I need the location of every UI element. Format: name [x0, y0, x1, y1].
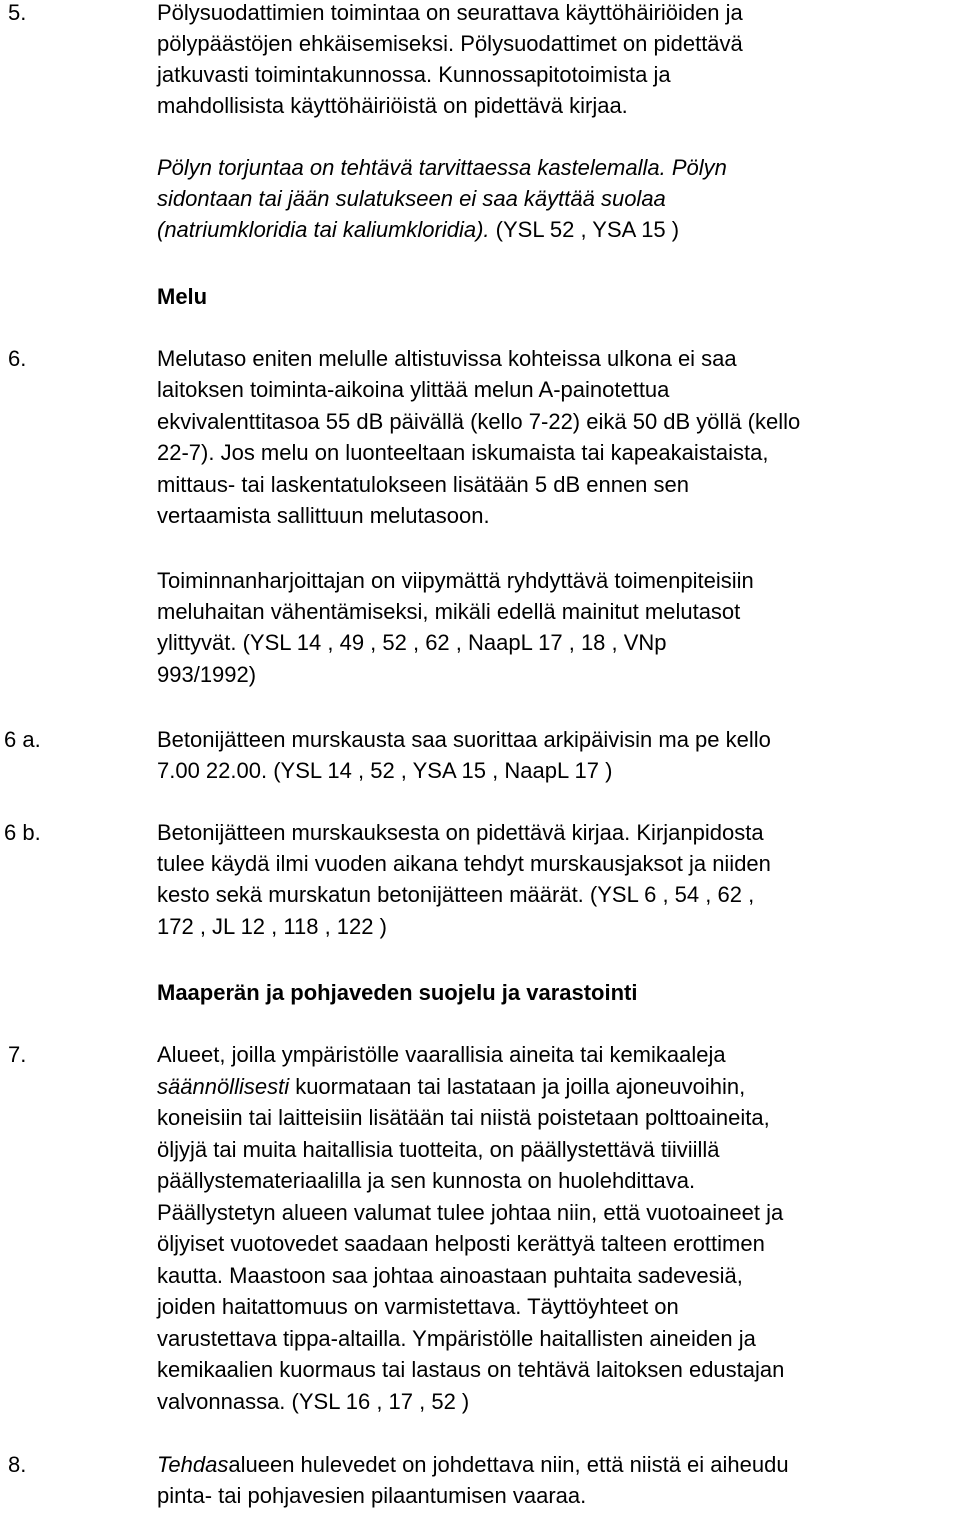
- item-7-line-3: koneisiin tai laitteisiin lisätään tai niistä poistetaan polttoaineita,: [157, 1105, 770, 1130]
- item-6-line-1: Melutaso eniten melulle altistuvissa kohteissa ulkona ei saa: [157, 346, 737, 371]
- item-7-line-1: Alueet, joilla ympäristölle vaarallisia aineita tai kemikaaleja: [157, 1042, 726, 1067]
- item-7-line-2-rest: kuormataan tai lastataan ja joilla ajoneuvoihin,: [289, 1074, 746, 1099]
- item-7-line-8: kautta. Maastoon saa johtaa ainoastaan puhtaita sadevesiä,: [157, 1263, 743, 1288]
- item-6-para2-line-2: meluhaitan vähentämiseksi, mikäli edellä mainitut melutasot: [157, 599, 741, 624]
- item-8-line-1: [157, 1452, 789, 1478]
- item-7-line-10: varustettava tippa-altailla. Ympäristölle haitallisten aineiden ja: [157, 1326, 756, 1351]
- item-6a-line-1: Betonijätteen murskausta saa suorittaa arkipäivisin ma pe kello: [157, 727, 771, 752]
- item-6b-line-4: 172 , JL 12 , 118 , 122 ): [157, 914, 387, 939]
- item-8-italic-word: Tehdas: [157, 1452, 229, 1477]
- item-6-line-2: laitoksen toiminta-aikoina ylittää melun A-painotettua: [157, 377, 670, 402]
- item-8-line-2: pinta- tai pohjavesien pilaantumisen vaaraa.: [157, 1483, 587, 1508]
- item-7-line-5: päällystemateriaalilla ja sen kunnosta on huolehdittava.: [157, 1168, 696, 1193]
- item-6b-line-3: kesto sekä murskatun betonijätteen määrät. (YSL 6 , 54 , 62 ,: [157, 882, 755, 907]
- item-6b-line-2: tulee käydä ilmi vuoden aikana tehdyt murskausjaksot ja niiden: [157, 851, 771, 876]
- item-6-para2-line-3: ylittyvät. (YSL 14 , 49 , 52 , 62 , NaapL 17 , 18 , VNp: [157, 630, 667, 655]
- item-6-para2-line-1: Toiminnanharjoittajan on viipymättä ryhdyttävä toimenpiteisiin: [157, 568, 754, 593]
- item-5-line-2: pölypäästöjen ehkäisemiseksi. Pölysuodattimet on pidettävä: [157, 31, 743, 56]
- item-7-line-12: valvonnassa. (YSL 16 , 17 , 52 ): [157, 1389, 470, 1414]
- item-6b-line-1: Betonijätteen murskauksesta on pidettävä kirjaa. Kirjanpidosta: [157, 820, 764, 845]
- item-6a-line-2: 7.00 22.00. (YSL 14 , 52 , YSA 15 , NaapL 17 ): [157, 758, 613, 783]
- item-number-6a: 6 a.: [4, 727, 41, 752]
- item-7-line-7: öljyiset vuotovedet saadaan helposti kerättyä talteen erottimen: [157, 1231, 765, 1256]
- item-number-8: 8.: [8, 1452, 27, 1477]
- item-5-mixed-ref: (YSL 52 , YSA 15 ): [489, 217, 680, 242]
- item-5-italic-line-2: sidontaan tai jään sulatukseen ei saa käyttää suolaa: [157, 186, 666, 211]
- item-8-line-1-rest: alueen hulevedet on johdettava niin, että niistä ei aiheudu: [228, 1452, 789, 1477]
- item-number-7: 7.: [8, 1042, 27, 1067]
- item-5-line-3: jatkuvasti toimintakunnossa. Kunnossapitotoimista ja: [157, 62, 671, 87]
- item-number-5: 5.: [8, 0, 27, 25]
- item-7-italic-word: säännöllisesti: [157, 1074, 290, 1099]
- item-6-line-5: mittaus- tai laskentatulokseen lisätään 5 dB ennen sen: [157, 472, 689, 497]
- item-5-mixed-italic: (natriumkloridia tai kaliumkloridia).: [157, 217, 490, 242]
- item-5-line-4: mahdollisista käyttöhäiriöistä on pidettävä kirjaa.: [157, 93, 628, 118]
- item-7-line-2: [157, 1074, 745, 1100]
- heading-maapera: Maaperän ja pohjaveden suojelu ja varastointi: [157, 980, 638, 1005]
- item-6-line-3: ekvivalenttitasoa 55 dB päivällä (kello 7-22) eikä 50 dB yöllä (kello: [157, 409, 801, 434]
- item-7-line-9: joiden haitattomuus on varmistettava. Täyttöyhteet on: [157, 1294, 679, 1319]
- item-5-line-1: Pölysuodattimien toimintaa on seurattava käyttöhäiriöiden ja: [157, 0, 743, 25]
- item-6-line-4: 22-7). Jos melu on luonteeltaan iskumaista tai kapeakaistaista,: [157, 440, 769, 465]
- heading-melu: Melu: [157, 284, 208, 309]
- item-number-6b: 6 b.: [4, 820, 41, 845]
- item-6-para2-line-4: 993/1992): [157, 662, 257, 687]
- item-7-line-4: öljyjä tai muita haitallisia tuotteita, on päällystettävä tiiviillä: [157, 1137, 720, 1162]
- item-5-italic-line-1: Pölyn torjuntaa on tehtävä tarvittaessa kastelemalla. Pölyn: [157, 155, 727, 180]
- item-7-line-6: Päällystetyn alueen valumat tulee johtaa niin, että vuotoaineet ja: [157, 1200, 784, 1225]
- item-number-6: 6.: [8, 346, 27, 371]
- item-5-mixed-line: [157, 217, 679, 243]
- item-7-line-11: kemikaalien kuormaus tai lastaus on tehtävä laitoksen edustajan: [157, 1357, 785, 1382]
- item-6-line-6: vertaamista sallittuun melutasoon.: [157, 503, 490, 528]
